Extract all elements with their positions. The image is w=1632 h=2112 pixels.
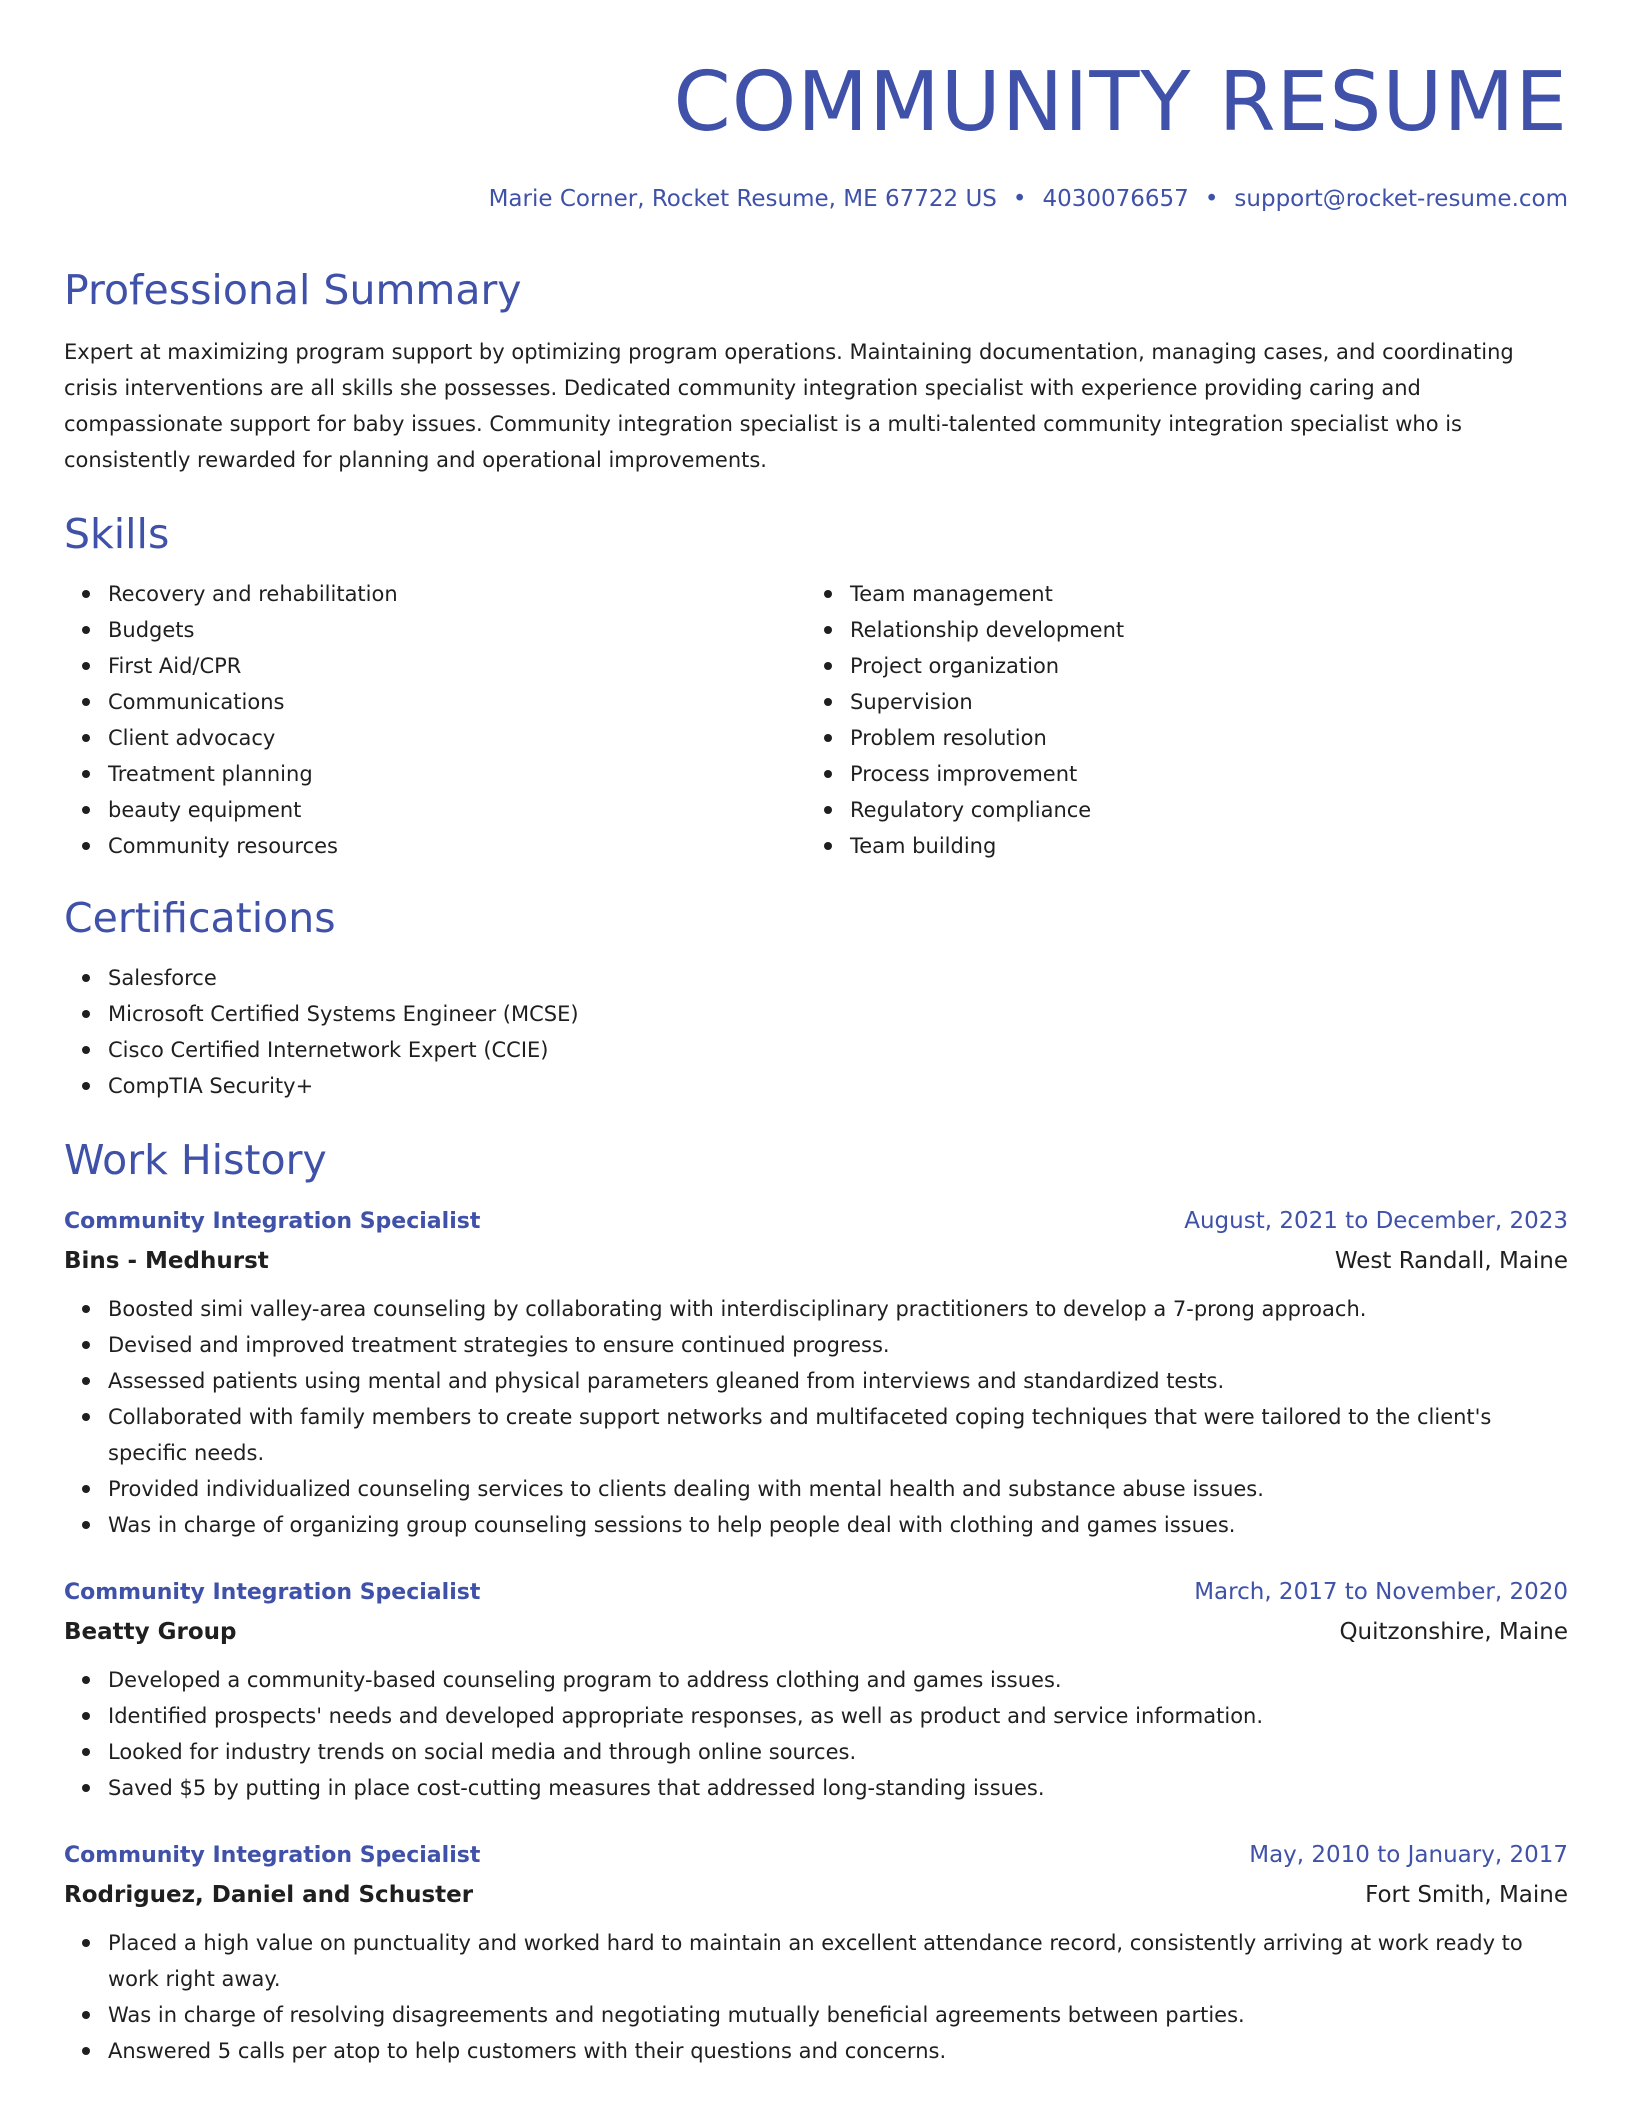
skill-item: Recovery and rehabilitation	[108, 576, 806, 612]
certification-item: Cisco Certified Internetwork Expert (CCIE)	[108, 1032, 1568, 1068]
job-bullet: Saved $5 by putting in place cost-cutting measures that addressed long-standing issues.	[108, 1770, 1568, 1806]
job-location: Fort Smith, Maine	[1365, 1882, 1568, 1908]
skill-item: Supervision	[850, 684, 1548, 720]
skill-item: Treatment planning	[108, 756, 806, 792]
skill-item: Relationship development	[850, 612, 1548, 648]
job-bullet: Assessed patients using mental and physical parameters gleaned from interviews and standardized tests.	[108, 1363, 1568, 1399]
job-bullet: Developed a community-based counseling program to address clothing and games issues.	[108, 1662, 1568, 1698]
job-header	[64, 1202, 1568, 1241]
certification-item: Salesforce	[108, 960, 1568, 996]
job-subheader	[64, 1875, 1568, 1915]
skill-item: Project organization	[850, 648, 1548, 684]
contact-phone: 4030076657	[1042, 186, 1189, 212]
skill-item: Team management	[850, 576, 1548, 612]
section-title-work-history: Work History	[64, 1136, 327, 1184]
job-bullet: Boosted simi valley-area counseling by collaborating with interdisciplinary practitioners to develop a 7-prong approach.	[108, 1291, 1568, 1327]
job-header	[64, 1836, 1568, 1875]
skill-item: beauty equipment	[108, 792, 806, 828]
section-title-skills: Skills	[64, 510, 170, 558]
job-bullet: Was in charge of resolving disagreements and negotiating mutually beneficial agreements between parties.	[108, 1997, 1568, 2033]
job-subheader	[64, 1612, 1568, 1652]
skill-item: Budgets	[108, 612, 806, 648]
contact-separator: •	[1012, 186, 1027, 212]
skill-item: Communications	[108, 684, 806, 720]
job-location: West Randall, Maine	[1334, 1248, 1568, 1274]
job-bullets	[64, 1662, 1568, 1806]
resume-page	[64, 48, 1568, 2069]
job-bullet: Looked for industry trends on social media and through online sources.	[108, 1734, 1568, 1770]
skill-item: Team building	[850, 828, 1548, 864]
skills-list-right	[806, 576, 1548, 864]
job-company: Rodriguez, Daniel and Schuster	[64, 1882, 474, 1908]
job-subheader	[64, 1241, 1568, 1281]
job-bullet: Provided individualized counseling services to clients dealing with mental health and substance abuse issues.	[108, 1471, 1568, 1507]
job-bullet: Answered 5 calls per atop to help customers with their questions and concerns.	[108, 2033, 1568, 2069]
skills-list-left	[64, 576, 806, 864]
job-dates: May, 2010 to January, 2017	[1249, 1842, 1568, 1868]
job-dates: March, 2017 to November, 2020	[1194, 1579, 1568, 1605]
job-bullet: Placed a high value on punctuality and worked hard to maintain an excellent attendance record, consistently arriving at work ready to work right away.	[108, 1925, 1568, 1997]
certifications-list	[64, 960, 1568, 1104]
job-company: Bins - Medhurst	[64, 1248, 269, 1274]
skill-item: Community resources	[108, 828, 806, 864]
contact-separator: •	[1204, 186, 1219, 212]
section-title-summary: Professional Summary	[64, 266, 522, 314]
job-bullet: Was in charge of organizing group counseling sessions to help people deal with clothing and games issues.	[108, 1507, 1568, 1543]
skill-item: First Aid/CPR	[108, 648, 806, 684]
job-title: Community Integration Specialist	[64, 1843, 481, 1868]
job-entry	[64, 1573, 1568, 1806]
certification-item: CompTIA Security+	[108, 1068, 1568, 1104]
job-company: Beatty Group	[64, 1619, 237, 1645]
job-bullets	[64, 1291, 1568, 1543]
job-bullet: Devised and improved treatment strategies to ensure continued progress.	[108, 1327, 1568, 1363]
job-bullet: Collaborated with family members to create support networks and multifaceted coping techniques that were tailored to the client's specific needs.	[108, 1399, 1568, 1471]
skill-item: Regulatory compliance	[850, 792, 1548, 828]
certification-item: Microsoft Certified Systems Engineer (MCSE)	[108, 996, 1568, 1032]
job-location: Quitzonshire, Maine	[1339, 1619, 1568, 1645]
contact-address: Marie Corner, Rocket Resume, ME 67722 US	[488, 186, 997, 212]
contact-line	[64, 184, 1568, 214]
job-entry	[64, 1202, 1568, 1543]
section-title-certifications: Certifications	[64, 894, 336, 942]
job-bullet: Identified prospects' needs and developed appropriate responses, as well as product and service information.	[108, 1698, 1568, 1734]
contact-email: support@rocket-resume.com	[1234, 186, 1568, 212]
resume-name: COMMUNITY RESUME	[673, 55, 1568, 150]
job-title: Community Integration Specialist	[64, 1209, 481, 1234]
skill-item: Process improvement	[850, 756, 1548, 792]
skills-grid	[64, 576, 1568, 864]
skill-item: Problem resolution	[850, 720, 1548, 756]
job-title: Community Integration Specialist	[64, 1580, 481, 1605]
skill-item: Client advocacy	[108, 720, 806, 756]
job-header	[64, 1573, 1568, 1612]
job-entry	[64, 1836, 1568, 2069]
job-bullets	[64, 1925, 1568, 2069]
summary-text: Expert at maximizing program support by optimizing program operations. Maintaining documentation, managing cases, and coordinating crisis interventions are all skills she possesses. Dedicated community integration specialist with experience providing caring and compassionate support for baby issues. Community integration specialist is a multi-talented community integration specialist who is consistently rewarded for planning and operational improvements.	[64, 340, 1514, 472]
job-dates: August, 2021 to December, 2023	[1184, 1208, 1568, 1234]
